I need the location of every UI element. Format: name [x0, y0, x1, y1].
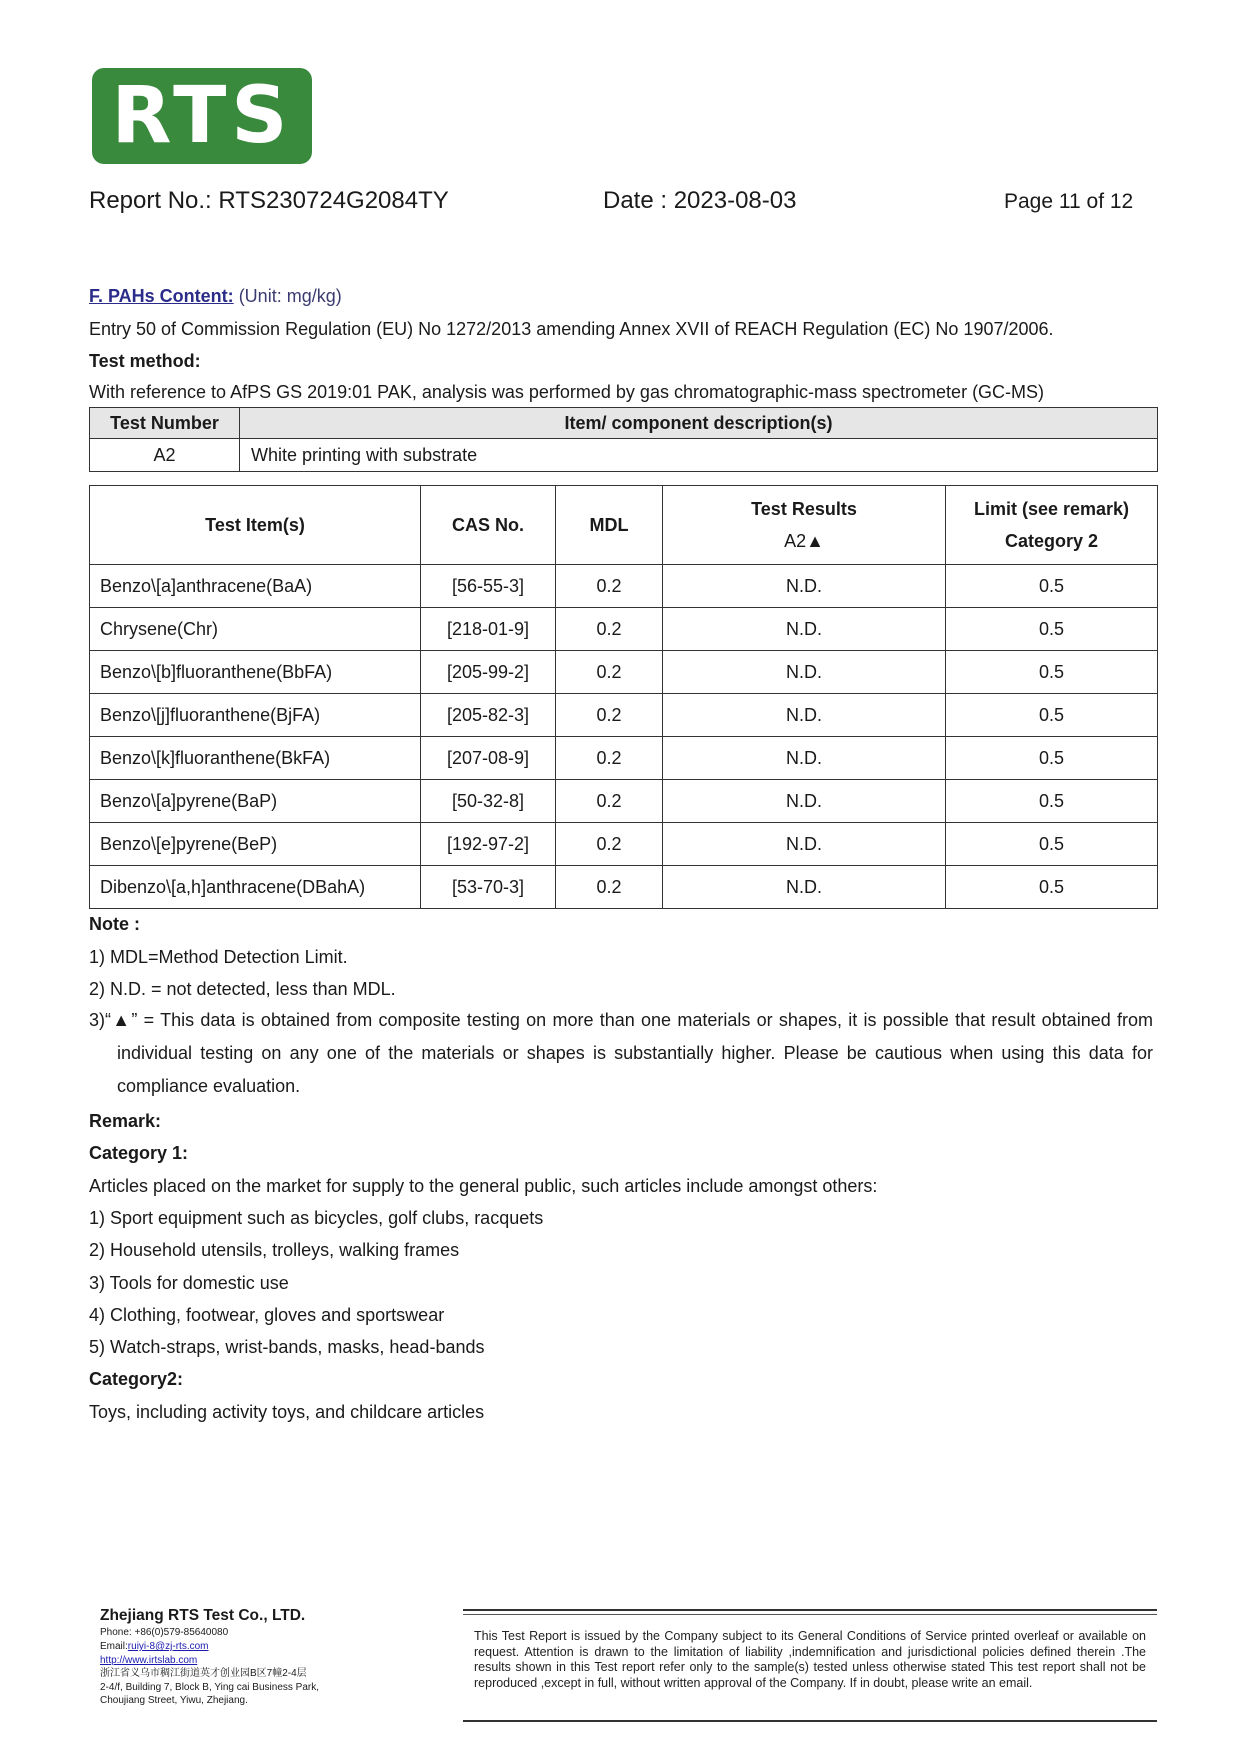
- cell-result: N.D.: [663, 565, 946, 608]
- cell-limit: 0.5: [946, 694, 1158, 737]
- cell-test-item: Benzo\[a]pyrene(BaP): [90, 780, 421, 823]
- cell-result: N.D.: [663, 737, 946, 780]
- header-test-number: Test Number: [90, 408, 240, 439]
- table-row: [90, 565, 1158, 608]
- sample-table: [89, 407, 1158, 472]
- footer-website-link[interactable]: http://www.irtslab.com: [100, 1655, 198, 1666]
- category-1-item: 4) Clothing, footwear, gloves and sportswear: [89, 1305, 445, 1325]
- table-row: [90, 866, 1158, 909]
- cell-cas: [205-82-3]: [421, 694, 556, 737]
- cell-limit: 0.5: [946, 866, 1158, 909]
- cell-test-item: Benzo\[k]fluoranthene(BkFA): [90, 737, 421, 780]
- footer-phone: Phone: +86(0)579-85640080: [100, 1627, 229, 1638]
- table-row: [90, 439, 1158, 472]
- footer-email-label: Email:: [100, 1641, 128, 1652]
- cell-test-item: Dibenzo\[a,h]anthracene(DBahA): [90, 866, 421, 909]
- header-limit-category: Category 2: [1004, 531, 1099, 551]
- section-title: F. PAHs Content:: [89, 286, 234, 306]
- table-row: [90, 823, 1158, 866]
- footer-address-2: Choujiang Street, Yiwu, Zhejiang.: [100, 1695, 248, 1706]
- header-description: Item/ component description(s): [240, 408, 1158, 439]
- header-test-results-sample: A2▲: [784, 531, 824, 551]
- header-cas: CAS No.: [421, 486, 556, 565]
- cell-result: N.D.: [663, 694, 946, 737]
- cell-cas: [205-99-2]: [421, 651, 556, 694]
- cell-cas: [207-08-9]: [421, 737, 556, 780]
- category-1-label: Category 1:: [89, 1143, 189, 1163]
- header-test-results-label: Test Results: [751, 499, 857, 519]
- table-row: [90, 737, 1158, 780]
- header-test-results: [663, 486, 946, 565]
- note-3: 3)“▲” = This data is obtained from composite testing on more than one materials or shapes, it is possible that result obtained from individual testing on any one of the materials or shapes is substantially higher. Please be cautious when using this data for compliance evaluation.: [89, 1010, 1153, 1096]
- sample-number: A2: [90, 439, 240, 472]
- cell-limit: 0.5: [946, 608, 1158, 651]
- footer-address-cn: 浙江省义乌市稠江街道英才创业园B区7幢2-4层: [100, 1668, 307, 1679]
- cell-mdl: 0.2: [556, 651, 663, 694]
- cell-limit: 0.5: [946, 565, 1158, 608]
- results-table: [89, 485, 1158, 909]
- cell-cas: [218-01-9]: [421, 608, 556, 651]
- cell-limit: 0.5: [946, 823, 1158, 866]
- cell-limit: 0.5: [946, 651, 1158, 694]
- footer-email-line: [100, 1641, 209, 1654]
- header-limit: [946, 486, 1158, 565]
- cell-cas: [50-32-8]: [421, 780, 556, 823]
- footer-company: Zhejiang RTS Test Co., LTD.: [100, 1607, 306, 1624]
- table-row: [90, 780, 1158, 823]
- cell-test-item: Benzo\[j]fluoranthene(BjFA): [90, 694, 421, 737]
- cell-mdl: 0.2: [556, 780, 663, 823]
- cell-test-item: Chrysene(Chr): [90, 608, 421, 651]
- method-label: Test method:: [89, 351, 201, 371]
- report-date: Date : 2023-08-03: [603, 187, 797, 214]
- cell-result: N.D.: [663, 823, 946, 866]
- sample-description: White printing with substrate: [240, 439, 1158, 472]
- note-2: 2) N.D. = not detected, less than MDL.: [89, 979, 396, 999]
- cell-result: N.D.: [663, 780, 946, 823]
- footer-email-link[interactable]: ruiyi-8@zj-rts.com: [127, 1641, 209, 1652]
- header-limit-label: Limit (see remark): [973, 499, 1130, 519]
- sample-table-header: [90, 408, 1158, 439]
- section-unit: (Unit: mg/kg): [238, 286, 342, 306]
- cell-cas: [56-55-3]: [421, 565, 556, 608]
- cell-result: N.D.: [663, 866, 946, 909]
- cell-limit: 0.5: [946, 780, 1158, 823]
- cell-test-item: Benzo\[a]anthracene(BaA): [90, 565, 421, 608]
- category-1-item: 3) Tools for domestic use: [89, 1273, 289, 1293]
- cell-cas: [53-70-3]: [421, 866, 556, 909]
- cell-cas: [192-97-2]: [421, 823, 556, 866]
- cell-result: N.D.: [663, 608, 946, 651]
- report-number: Report No.: RTS230724G2084TY: [89, 187, 449, 214]
- cell-test-item: Benzo\[b]fluoranthene(BbFA): [90, 651, 421, 694]
- header-mdl: MDL: [556, 486, 663, 565]
- remark-label: Remark:: [89, 1111, 162, 1131]
- footer-disclaimer: This Test Report is issued by the Company subject to its General Conditions of Service printed overleaf or available on request. Attention is drawn to the limitation of liability ,indemnification and jurisdictional policies defined therein .The results shown in this Test report refer only to the sample(s) tested unless otherwise stated This test report shall not be reproduced ,except in full, without written approval of the Company. If in doubt, please write an email.: [474, 1629, 1146, 1690]
- category-1-item: 5) Watch-straps, wrist-bands, masks, head-bands: [89, 1337, 485, 1357]
- footer-top-rule: [463, 1609, 1157, 1611]
- cell-mdl: 0.2: [556, 823, 663, 866]
- cell-mdl: 0.2: [556, 694, 663, 737]
- category-2-text: Toys, including activity toys, and childcare articles: [89, 1402, 485, 1422]
- cell-mdl: 0.2: [556, 608, 663, 651]
- cell-mdl: 0.2: [556, 565, 663, 608]
- section-heading: [89, 284, 342, 308]
- category-2-label: Category2:: [89, 1369, 184, 1389]
- table-row: [90, 608, 1158, 651]
- category-1-item: 1) Sport equipment such as bicycles, golf clubs, racquets: [89, 1208, 544, 1228]
- cell-result: N.D.: [663, 651, 946, 694]
- category-1-intro: Articles placed on the market for supply to the general public, such articles include amongst others:: [89, 1176, 878, 1196]
- company-logo: [92, 68, 312, 164]
- cell-limit: 0.5: [946, 737, 1158, 780]
- note-3-block: [89, 1004, 1153, 1103]
- table-row: [90, 651, 1158, 694]
- table-row: [90, 694, 1158, 737]
- cell-mdl: 0.2: [556, 737, 663, 780]
- cell-test-item: Benzo\[e]pyrene(BeP): [90, 823, 421, 866]
- page-number: Page 11 of 12: [1004, 190, 1134, 213]
- footer-address-1: 2-4/f, Building 7, Block B, Ying cai Business Park,: [100, 1682, 319, 1693]
- category-1-item: 2) Household utensils, trolleys, walking frames: [89, 1240, 460, 1260]
- note-1: 1) MDL=Method Detection Limit.: [89, 947, 348, 967]
- note-label: Note :: [89, 914, 140, 934]
- footer-bottom-rule: [463, 1720, 1157, 1722]
- regulation-text: Entry 50 of Commission Regulation (EU) No 1272/2013 amending Annex XVII of REACH Regulation (EC) No 1907/2006.: [89, 319, 1054, 339]
- method-text: With reference to AfPS GS 2019:01 PAK, analysis was performed by gas chromatographic-mass spectrometer (GC-MS): [89, 382, 1045, 402]
- results-table-header: [90, 486, 1158, 565]
- footer-top-rule-thin: [463, 1614, 1157, 1615]
- cell-mdl: 0.2: [556, 866, 663, 909]
- header-test-item: Test Item(s): [90, 486, 421, 565]
- logo-text: RTS: [111, 71, 293, 161]
